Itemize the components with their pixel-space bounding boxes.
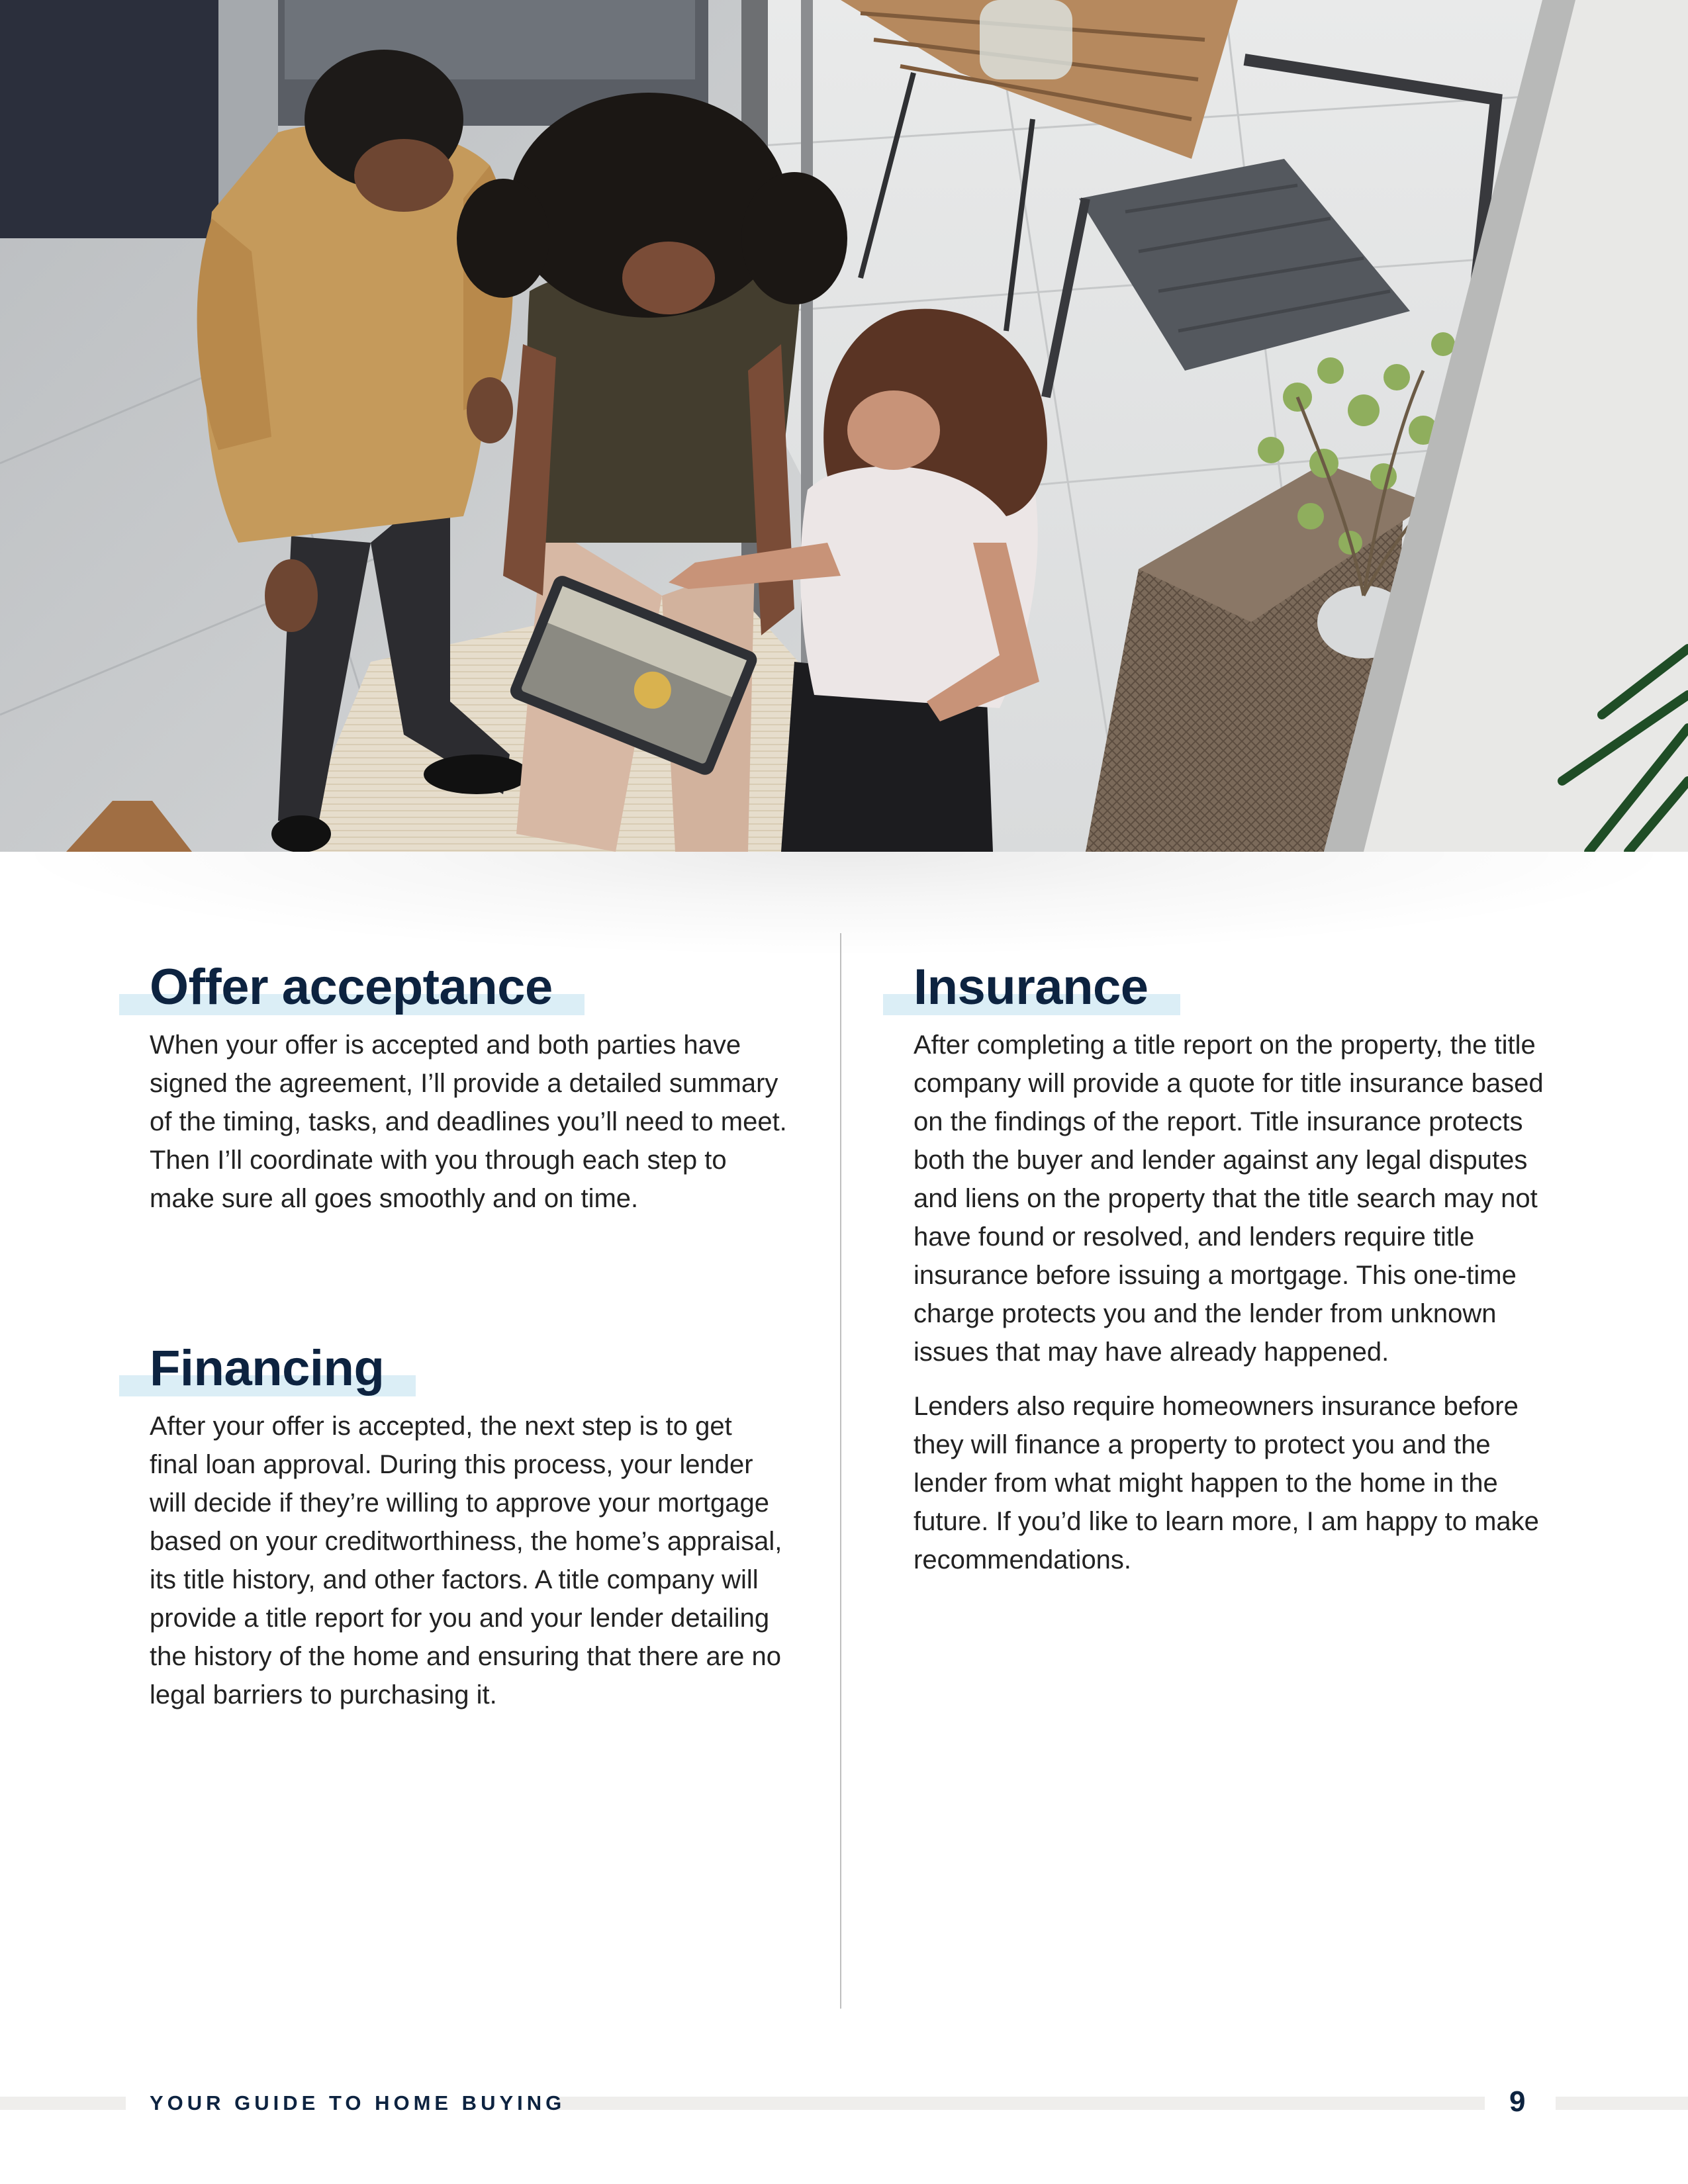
- curtain: [0, 0, 218, 238]
- financing-body: [150, 1407, 788, 1714]
- offer-acceptance-body: [150, 1026, 788, 1218]
- footer-bar-left: [0, 2097, 126, 2110]
- insurance-paragraph-1: After completing a title report on the property, the title company will provide a quote for title insurance based on the findings of the report. Title insurance protects both the buyer and lender against any legal disputes and liens on the property that the title search may not have found or resolved, and lenders require title insurance before issuing a mortgage. This one-time charge protects you and the lender from unknown issues that may have already happened.: [914, 1030, 1544, 1367]
- insurance-paragraph-2: Lenders also require homeowners insurance before they will finance a property to protect you and the lender from what might happen to the home in the future. If you’d like to learn more, I am happy to make recommendations.: [914, 1392, 1539, 1574]
- financing-paragraph: After your offer is accepted, the next step is to get final loan approval. During this process, your lender will decide if they’re willing to approve your mortgage based on your creditworthiness, the home’s appraisal, its title history, and other factors. A title company will provide a title report for you and your lender detailing the history of the home and ensuring that there are no legal barriers to purchasing it.: [150, 1412, 782, 1709]
- hero-shadow: [0, 852, 1688, 958]
- offer-acceptance-paragraph: When your offer is accepted and both parties have signed the agreement, I’ll provide a detailed summary of the timing, tasks, and deadlines you’ll need to meet. Then I’ll coordinate with you through each step to make sure all goes smoothly and on time.: [150, 1030, 787, 1213]
- footer-bar-middle: [558, 2097, 1485, 2110]
- column-divider: [840, 933, 841, 2009]
- heading-financing-wrap: [119, 1338, 416, 1399]
- heading-offer-acceptance: Offer acceptance: [150, 959, 553, 1015]
- section-offer-acceptance: [119, 957, 788, 1234]
- heading-financing: Financing: [150, 1340, 385, 1396]
- heading-insurance-wrap: [883, 957, 1180, 1018]
- footer-title: YOUR GUIDE TO HOME BUYING: [150, 2091, 566, 2115]
- heading-insurance: Insurance: [914, 959, 1149, 1015]
- section-financing: [119, 1338, 788, 1730]
- section-insurance: [883, 957, 1565, 1595]
- heading-offer-acceptance-wrap: [119, 957, 585, 1018]
- hero-photo: [0, 0, 1688, 852]
- insurance-body: [914, 1026, 1565, 1579]
- footer-bar-right: [1556, 2097, 1688, 2110]
- page-number: 9: [1509, 2085, 1526, 2118]
